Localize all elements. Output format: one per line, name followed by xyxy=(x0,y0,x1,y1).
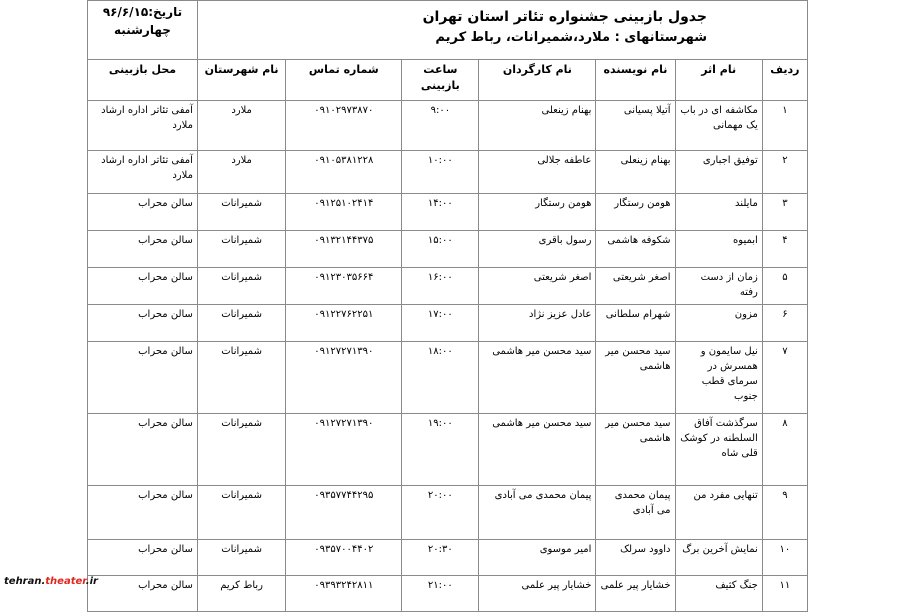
date-label: تاریخ:۹۶/۶/۱۵ xyxy=(102,5,183,19)
cell-city: شمیرانات xyxy=(197,194,285,231)
cell-phone: ۰۹۱۳۲۱۴۴۳۷۵ xyxy=(286,231,402,268)
cell-city: شمیرانات xyxy=(197,414,285,486)
col-header-director: نام کارگردان xyxy=(479,60,596,101)
cell-phone: ۰۹۱۰۲۹۷۳۸۷۰ xyxy=(286,101,402,151)
cell-phone: ۰۹۱۰۵۳۸۱۲۲۸ xyxy=(286,151,402,194)
page-subtitle: شهرستانهای : ملارد،شمیرانات، رباط کریم xyxy=(435,30,707,45)
cell-venue: سالن محراب xyxy=(88,414,198,486)
col-header-city: نام شهرستان xyxy=(197,60,285,101)
cell-city: شمیرانات xyxy=(197,486,285,540)
cell-director: پیمان محمدی می آبادی xyxy=(479,486,596,540)
cell-venue: سالن محراب xyxy=(88,305,198,342)
cell-director: اصغر شریعتی xyxy=(479,268,596,305)
cell-title: مایلند xyxy=(675,194,762,231)
cell-director: سید محسن میر هاشمی xyxy=(479,342,596,414)
table-row xyxy=(88,305,808,342)
col-header-index: ردیف xyxy=(762,60,807,101)
cell-author: شهرام سلطانی xyxy=(596,305,675,342)
title-row xyxy=(88,1,808,60)
page-title: جدول بازبینی جشنواره تئاتر استان تهران xyxy=(422,9,707,25)
schedule-table xyxy=(87,0,808,612)
date-cell xyxy=(88,1,198,60)
table-row xyxy=(88,414,808,486)
day-label: چهارشنبه xyxy=(114,23,171,37)
cell-venue: سالن محراب xyxy=(88,342,198,414)
cell-phone: ۰۹۳۹۳۲۴۲۸۱۱ xyxy=(286,576,402,612)
table-row xyxy=(88,194,808,231)
cell-title: سرگذشت آفاق السلطنه در کوشک قلی شاه xyxy=(675,414,762,486)
cell-city: شمیرانات xyxy=(197,231,285,268)
cell-director: عادل عزیز نژاد xyxy=(479,305,596,342)
cell-author: شکوفه هاشمی xyxy=(596,231,675,268)
cell-time: ۱۵:۰۰ xyxy=(402,231,479,268)
table-row xyxy=(88,486,808,540)
cell-venue: سالن محراب xyxy=(88,486,198,540)
cell-director: امیر موسوی xyxy=(479,540,596,576)
cell-index: ۴ xyxy=(762,231,807,268)
cell-phone: ۰۹۳۵۷۷۴۴۲۹۵ xyxy=(286,486,402,540)
cell-phone: ۰۹۳۵۷۰۰۴۴۰۲ xyxy=(286,540,402,576)
cell-city: ملارد xyxy=(197,151,285,194)
cell-city: ملارد xyxy=(197,101,285,151)
table-row xyxy=(88,101,808,151)
cell-title: تنهایی مفرد من xyxy=(675,486,762,540)
table-row xyxy=(88,151,808,194)
table-row xyxy=(88,540,808,576)
cell-author: خشایار پیر علمی xyxy=(596,576,675,612)
col-header-author: نام نویسنده xyxy=(596,60,675,101)
cell-author: داوود سرلک xyxy=(596,540,675,576)
cell-index: ۸ xyxy=(762,414,807,486)
watermark-suffix: .ir xyxy=(85,576,98,587)
cell-index: ۱۰ xyxy=(762,540,807,576)
cell-time: ۱۶:۰۰ xyxy=(402,268,479,305)
cell-author: بهنام زینعلی xyxy=(596,151,675,194)
cell-title: ابمیوه xyxy=(675,231,762,268)
table-row xyxy=(88,268,808,305)
cell-city: شمیرانات xyxy=(197,342,285,414)
col-header-time: ساعت بازبینی xyxy=(402,60,479,101)
cell-time: ۱۹:۰۰ xyxy=(402,414,479,486)
cell-index: ۱۱ xyxy=(762,576,807,612)
col-header-venue: محل بازبینی xyxy=(88,60,198,101)
cell-phone: ۰۹۱۲۲۷۶۲۲۵۱ xyxy=(286,305,402,342)
cell-title: جنگ کثیف xyxy=(675,576,762,612)
cell-time: ۱۷:۰۰ xyxy=(402,305,479,342)
cell-venue: آمفی تئاتر اداره ارشاد ملارد xyxy=(88,101,198,151)
cell-index: ۵ xyxy=(762,268,807,305)
site-watermark xyxy=(0,572,104,592)
cell-time: ۲۱:۰۰ xyxy=(402,576,479,612)
cell-director: رسول باقری xyxy=(479,231,596,268)
cell-phone: ۰۹۱۲۷۲۷۱۳۹۰ xyxy=(286,414,402,486)
cell-author: هومن رستگار xyxy=(596,194,675,231)
cell-index: ۶ xyxy=(762,305,807,342)
cell-title: مکاشفه ای در باب یک مهمانی xyxy=(675,101,762,151)
cell-title: توفیق اجباری xyxy=(675,151,762,194)
schedule-sheet xyxy=(87,0,808,600)
cell-director: بهنام زینعلی xyxy=(479,101,596,151)
cell-author: اصغر شریعتی xyxy=(596,268,675,305)
cell-index: ۲ xyxy=(762,151,807,194)
cell-time: ۱۰:۰۰ xyxy=(402,151,479,194)
cell-index: ۱ xyxy=(762,101,807,151)
column-header-row xyxy=(88,60,808,101)
cell-venue: سالن محراب xyxy=(88,231,198,268)
cell-title: نمایش آخرین برگ xyxy=(675,540,762,576)
col-header-title: نام اثر xyxy=(675,60,762,101)
cell-director: سید محسن میر هاشمی xyxy=(479,414,596,486)
cell-city: شمیرانات xyxy=(197,540,285,576)
cell-time: ۲۰:۳۰ xyxy=(402,540,479,576)
cell-director: عاطفه جلالی xyxy=(479,151,596,194)
cell-author: پیمان محمدی می آبادی xyxy=(596,486,675,540)
table-row xyxy=(88,231,808,268)
cell-time: ۱۴:۰۰ xyxy=(402,194,479,231)
watermark-prefix: tehran. xyxy=(4,576,46,587)
cell-index: ۳ xyxy=(762,194,807,231)
cell-time: ۱۸:۰۰ xyxy=(402,342,479,414)
col-header-phone: شماره تماس xyxy=(286,60,402,101)
table-row xyxy=(88,576,808,612)
cell-title: مزون xyxy=(675,305,762,342)
cell-index: ۹ xyxy=(762,486,807,540)
cell-venue: سالن محراب xyxy=(88,540,198,576)
cell-venue: سالن محراب xyxy=(88,268,198,305)
cell-title: نیل سایمون و همسرش در سرمای قطب جنوب xyxy=(675,342,762,414)
cell-author: سید محسن میر هاشمی xyxy=(596,414,675,486)
cell-venue: سالن محراب xyxy=(88,194,198,231)
cell-city: شمیرانات xyxy=(197,268,285,305)
cell-city: شمیرانات xyxy=(197,305,285,342)
cell-author: سید محسن میر هاشمی xyxy=(596,342,675,414)
table-row xyxy=(88,342,808,414)
watermark-accent: theater xyxy=(45,576,86,587)
cell-director: خشایار پیر علمی xyxy=(479,576,596,612)
cell-director: هومن رستگار xyxy=(479,194,596,231)
cell-author: آتیلا پسیانی xyxy=(596,101,675,151)
cell-time: ۹:۰۰ xyxy=(402,101,479,151)
cell-time: ۲۰:۰۰ xyxy=(402,486,479,540)
cell-phone: ۰۹۱۲۳۰۳۵۶۶۴ xyxy=(286,268,402,305)
cell-venue: آمفی تئاتر اداره ارشاد ملارد xyxy=(88,151,198,194)
cell-city: رباط کریم xyxy=(197,576,285,612)
cell-phone: ۰۹۱۲۷۲۷۱۳۹۰ xyxy=(286,342,402,414)
cell-index: ۷ xyxy=(762,342,807,414)
cell-title: زمان از دست رفته xyxy=(675,268,762,305)
cell-phone: ۰۹۱۲۵۱۰۲۴۱۴ xyxy=(286,194,402,231)
title-cell xyxy=(197,1,807,60)
cell-venue: سالن محراب xyxy=(88,576,198,612)
